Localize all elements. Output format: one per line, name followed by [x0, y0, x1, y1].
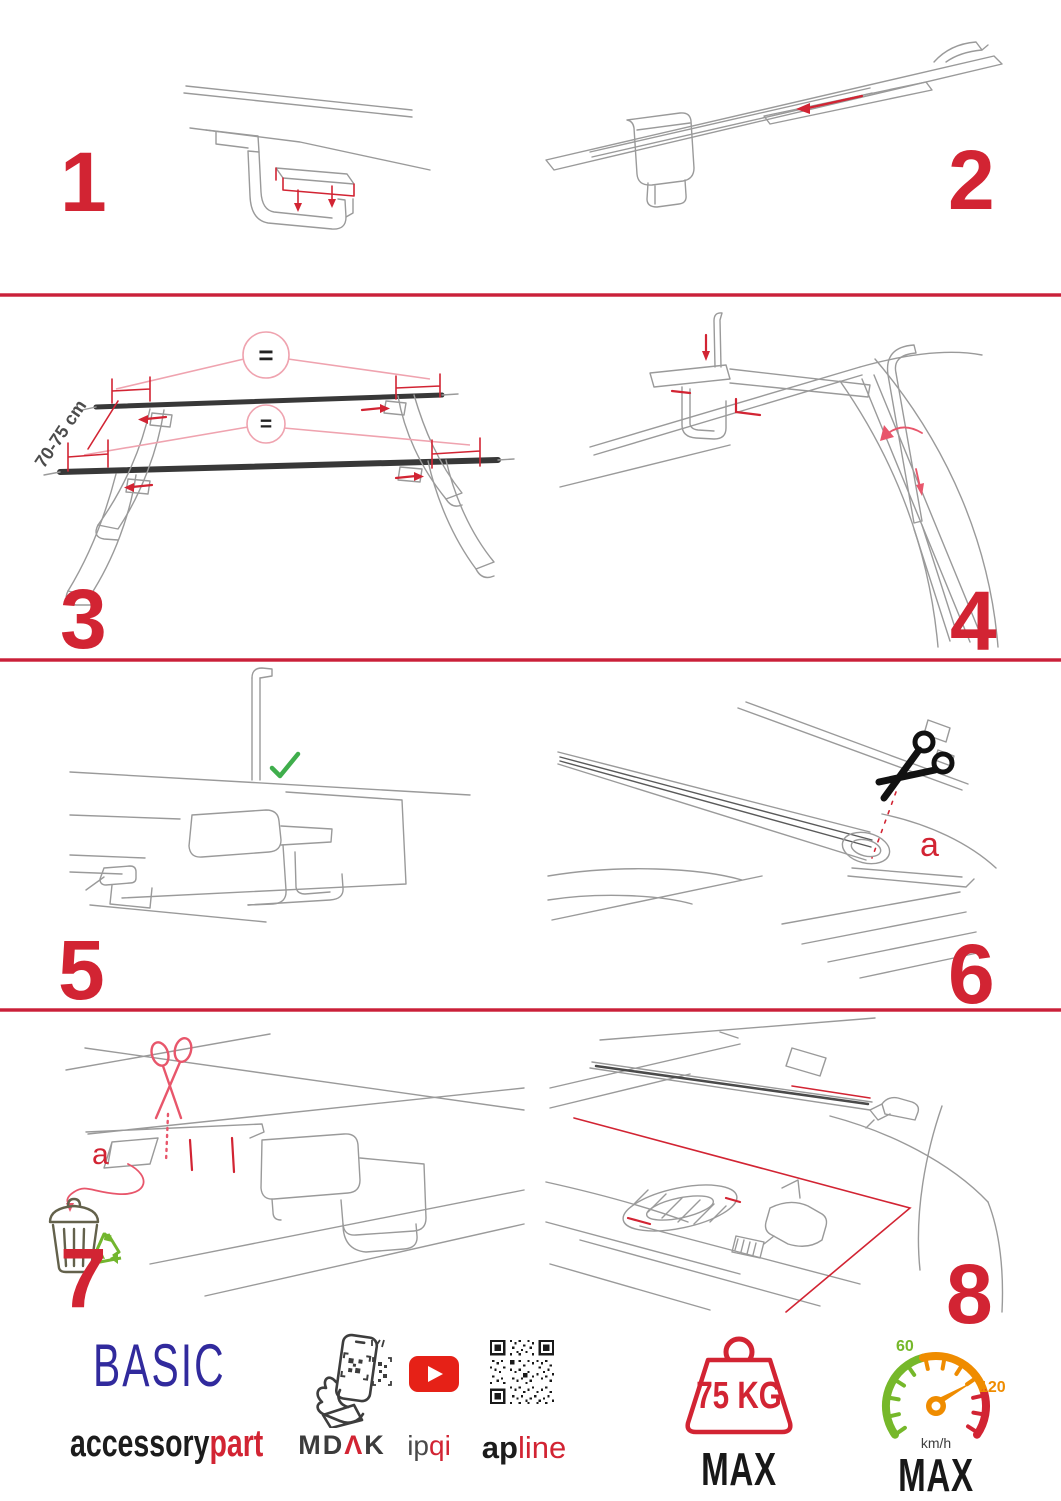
weight-max-label: MAX	[701, 1443, 777, 1495]
step-number: 1	[60, 135, 105, 229]
footer	[0, 1330, 1061, 1500]
apline-suffix: line	[517, 1430, 567, 1465]
step-row-5-6	[0, 662, 1061, 1021]
ipqi-logo-label	[398, 1430, 460, 1462]
mdak-suffix: K	[364, 1430, 386, 1460]
qr-code-icon	[490, 1340, 554, 1404]
step-3-panel	[0, 297, 530, 666]
cut-point-label: a	[92, 1138, 109, 1171]
check-icon	[272, 754, 298, 776]
step-number: 3	[60, 572, 105, 666]
weight-icon	[664, 1330, 814, 1442]
step-number: 6	[948, 927, 993, 1021]
step-8-panel	[530, 1012, 1061, 1341]
mdak-lambda: Λ	[344, 1430, 365, 1460]
measurement-label: 70-75 cm	[30, 396, 91, 472]
equal-spacing-label: =	[258, 340, 274, 370]
scissors-icon	[149, 1036, 194, 1162]
speed-max-label: MAX	[898, 1449, 974, 1501]
mdak-logo-label	[296, 1430, 388, 1461]
equal-spacing-label: =	[259, 413, 273, 436]
cut-point-label: a	[920, 826, 939, 864]
step-7-panel	[0, 1012, 530, 1330]
speedometer-icon	[866, 1334, 1006, 1452]
step-row-1-2	[0, 0, 1061, 293]
brand-name-red: part	[209, 1423, 264, 1465]
apline-prefix: ap	[481, 1430, 518, 1465]
scissors-icon	[879, 733, 952, 798]
brand-title: BASIC	[93, 1332, 226, 1399]
step-row-3-4	[0, 297, 1061, 668]
brand-name-black: accessory	[70, 1423, 210, 1465]
ipqi-prefix: ip	[407, 1430, 429, 1461]
step-4-panel	[530, 297, 1061, 668]
step-2-panel	[530, 0, 1061, 293]
speed-high-label: 120	[979, 1379, 1006, 1396]
mdak-prefix: MD	[298, 1430, 345, 1460]
step-number: 8	[946, 1247, 991, 1341]
speed-unit-label: km/h	[920, 1435, 952, 1451]
step-row-7-8	[0, 1012, 1061, 1341]
step-number: 2	[948, 133, 993, 227]
brand-logo	[70, 1334, 270, 1466]
step-number: 4	[950, 574, 995, 668]
apline-logo-label	[474, 1430, 574, 1466]
step-5-panel	[0, 662, 530, 1017]
step-1-panel	[0, 0, 530, 293]
brand-name	[70, 1423, 264, 1466]
youtube-play-icon	[408, 1354, 460, 1394]
step-number: 7	[60, 1231, 105, 1325]
step-6-panel	[530, 662, 1061, 1021]
weight-value-label: 75 KG	[696, 1374, 782, 1417]
ipqi-suffix: qi	[429, 1430, 451, 1461]
speed-low-label: 60	[896, 1338, 914, 1355]
step-number: 5	[58, 923, 103, 1017]
qr-scan-phone-icon	[306, 1332, 394, 1428]
